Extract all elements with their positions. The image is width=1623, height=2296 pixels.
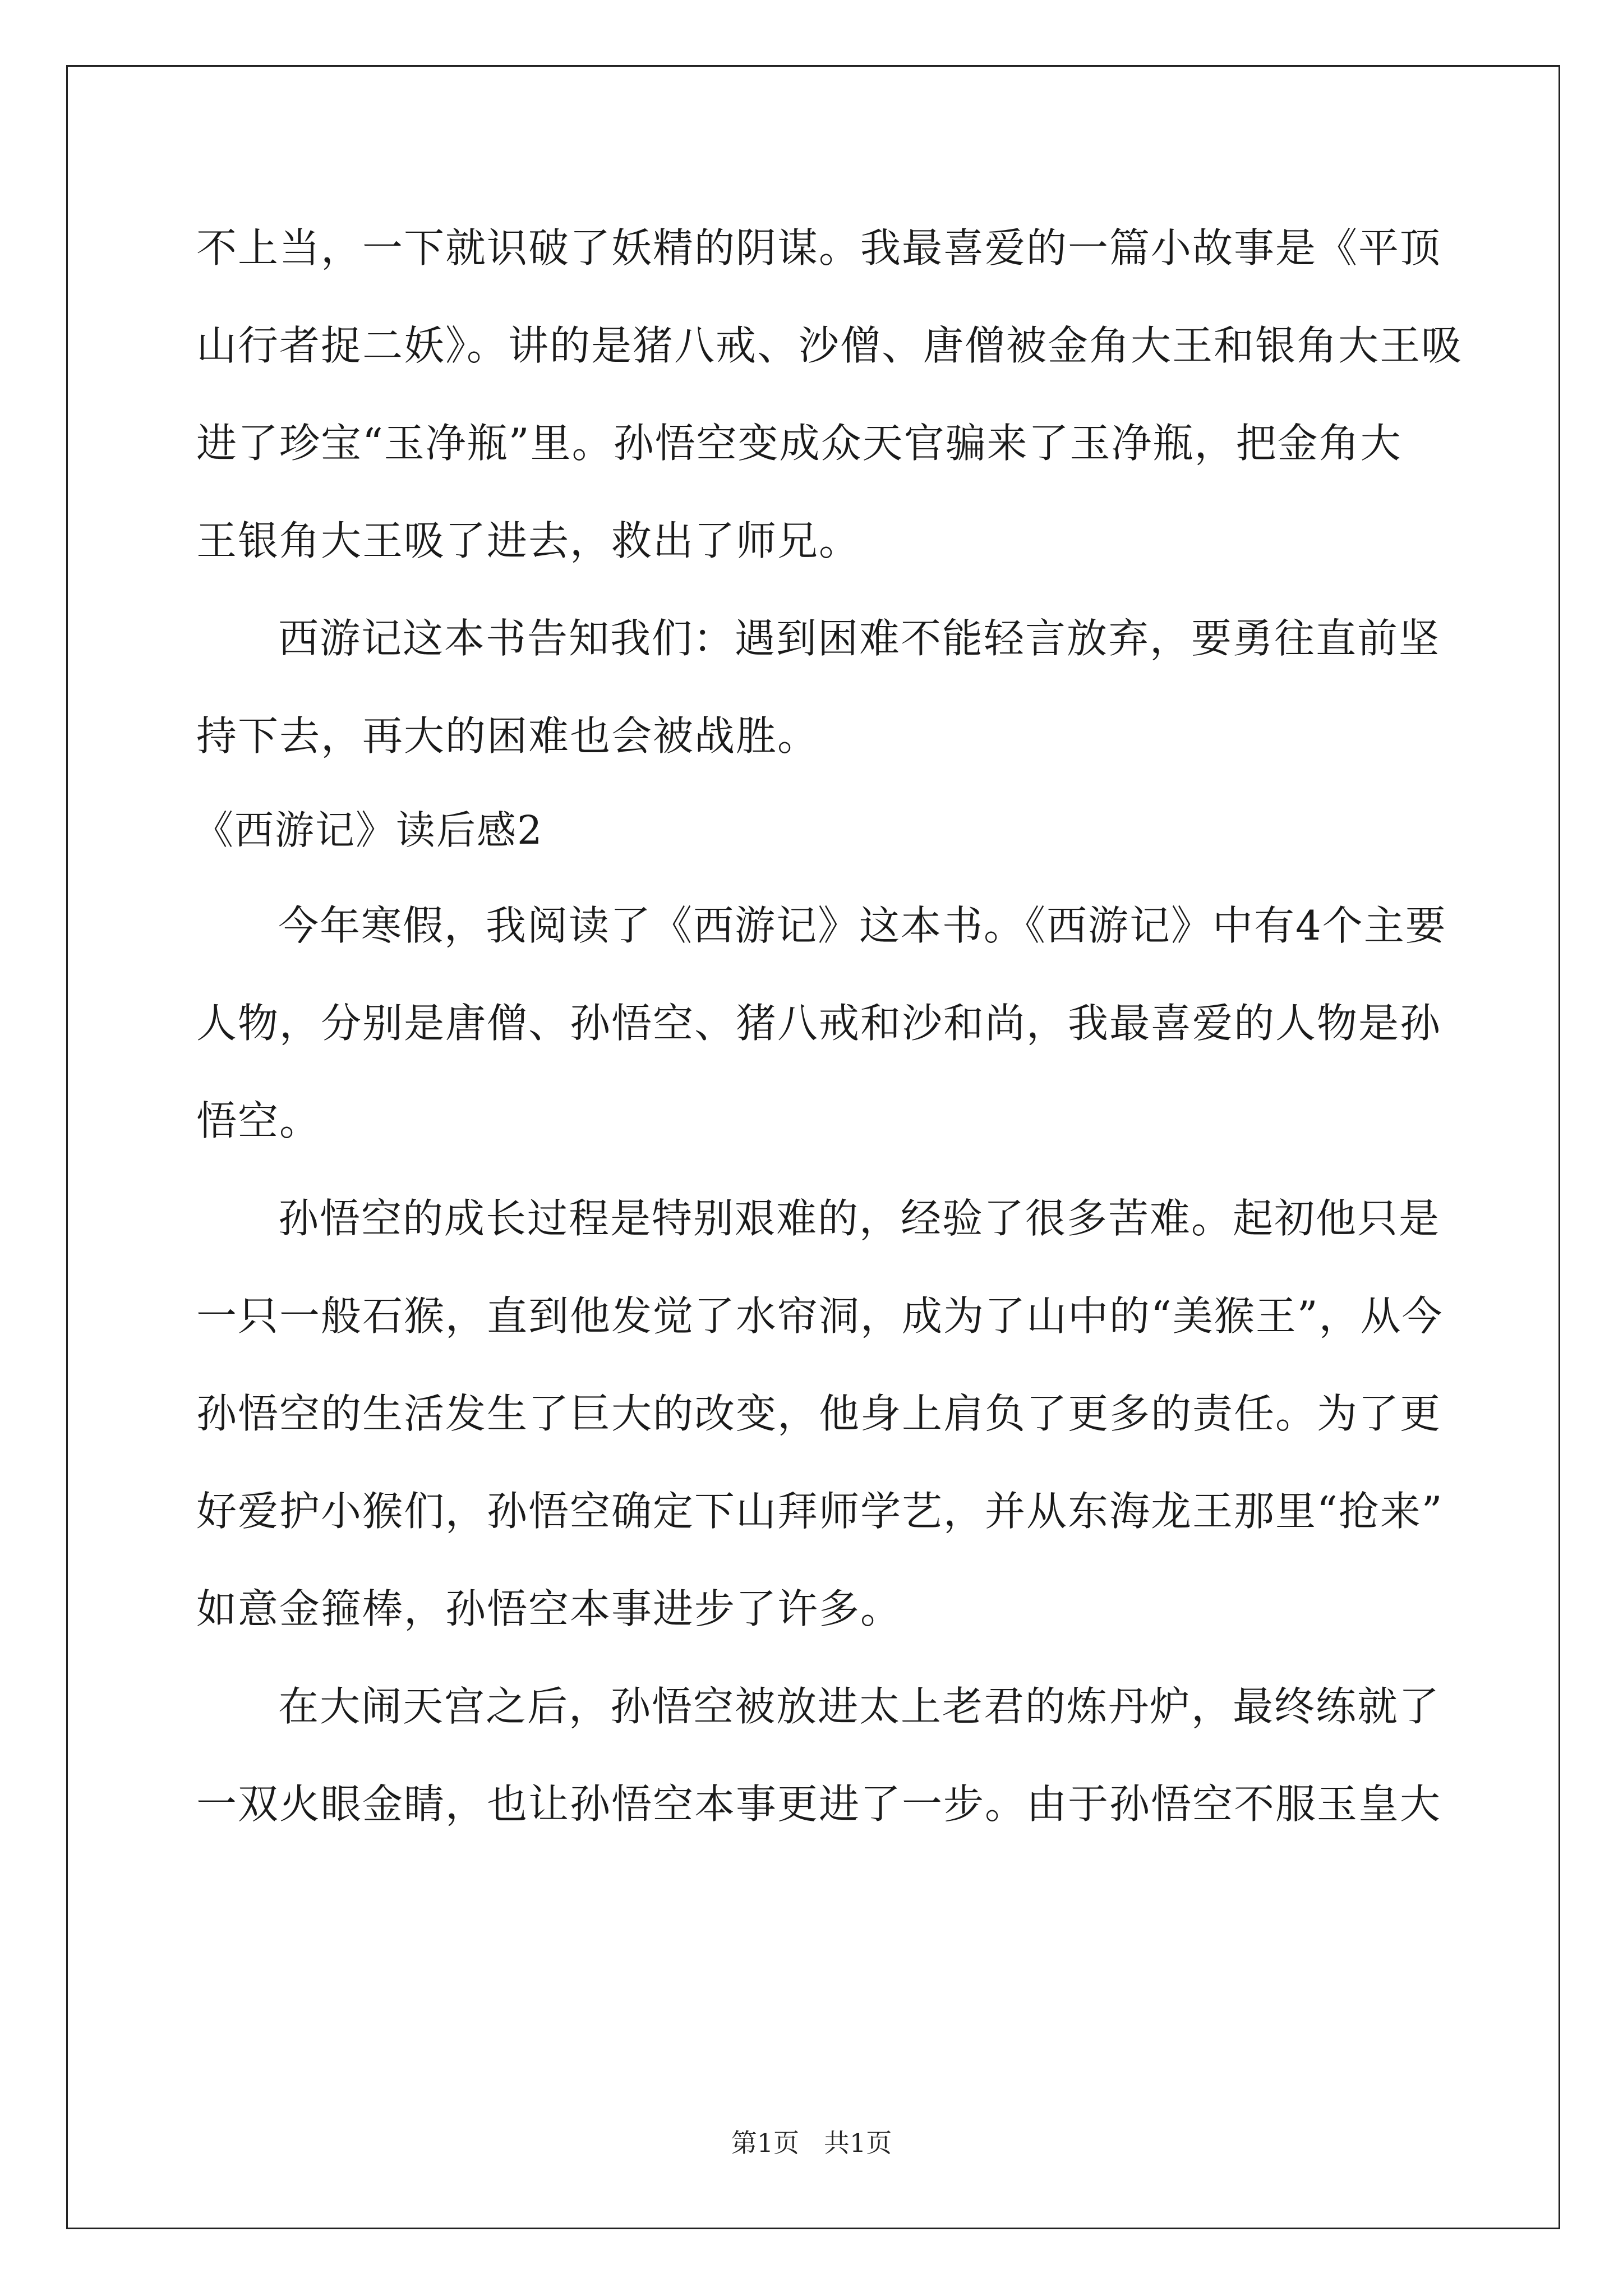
paragraph-line: 在大闹天宫之后，孙悟空被放进太上老君的炼丹炉，最终练就了 — [278, 1683, 1441, 1730]
paragraph-line: 一只一般石猴，直到他发觉了水帘洞，成为了山中的“美猴王”，从今 — [196, 1292, 1444, 1340]
paragraph-line: 今年寒假，我阅读了《西游记》这本书。《西游记》中有4个主要 — [278, 902, 1447, 949]
paragraph-line: 悟空。 — [196, 1097, 321, 1144]
paragraph-line: 一双火眼金睛，也让孙悟空本事更进了一步。由于孙悟空不服玉皇大 — [196, 1780, 1442, 1828]
paragraph-line: 孙悟空的成长过程是特别艰难的，经验了很多苦难。起初他只是 — [278, 1195, 1441, 1242]
paragraph-line: 进了珍宝“玉净瓶”里。孙悟空变成众天官骗来了玉净瓶，把金角大 — [196, 420, 1402, 467]
section-heading: 《西游记》读后感2 — [194, 807, 543, 853]
paragraph-line: 如意金箍棒，孙悟空本事进步了许多。 — [196, 1585, 902, 1632]
paragraph-line: 山行者捉二妖》。讲的是猪八戒、沙僧、唐僧被金角大王和银角大王吸 — [196, 322, 1463, 369]
paragraph-line: 好爱护小猴们，孙悟空确定下山拜师学艺，并从东海龙王那里“抢来” — [196, 1488, 1444, 1535]
paragraph-line: 持下去，再大的困难也会被战胜。 — [196, 712, 819, 760]
page-footer — [0, 2126, 1623, 2160]
paragraph-line: 西游记这本书告知我们：遇到困难不能轻言放弃，要勇往直前坚 — [278, 615, 1441, 662]
paragraph-line: 人物，分别是唐僧、孙悟空、猪八戒和沙和尚，我最喜爱的人物是孙 — [196, 1000, 1442, 1047]
paragraph-line: 孙悟空的生活发生了巨大的改变，他身上肩负了更多的责任。为了更 — [196, 1390, 1442, 1437]
page-total: 共1页 — [823, 2128, 892, 2158]
page-number: 第1页 — [731, 2128, 800, 2158]
paragraph-line: 王银角大王吸了进去，救出了师兄。 — [196, 517, 861, 564]
paragraph-line: 不上当，一下就识破了妖精的阴谋。我最喜爱的一篇小故事是《平顶 — [196, 224, 1442, 272]
